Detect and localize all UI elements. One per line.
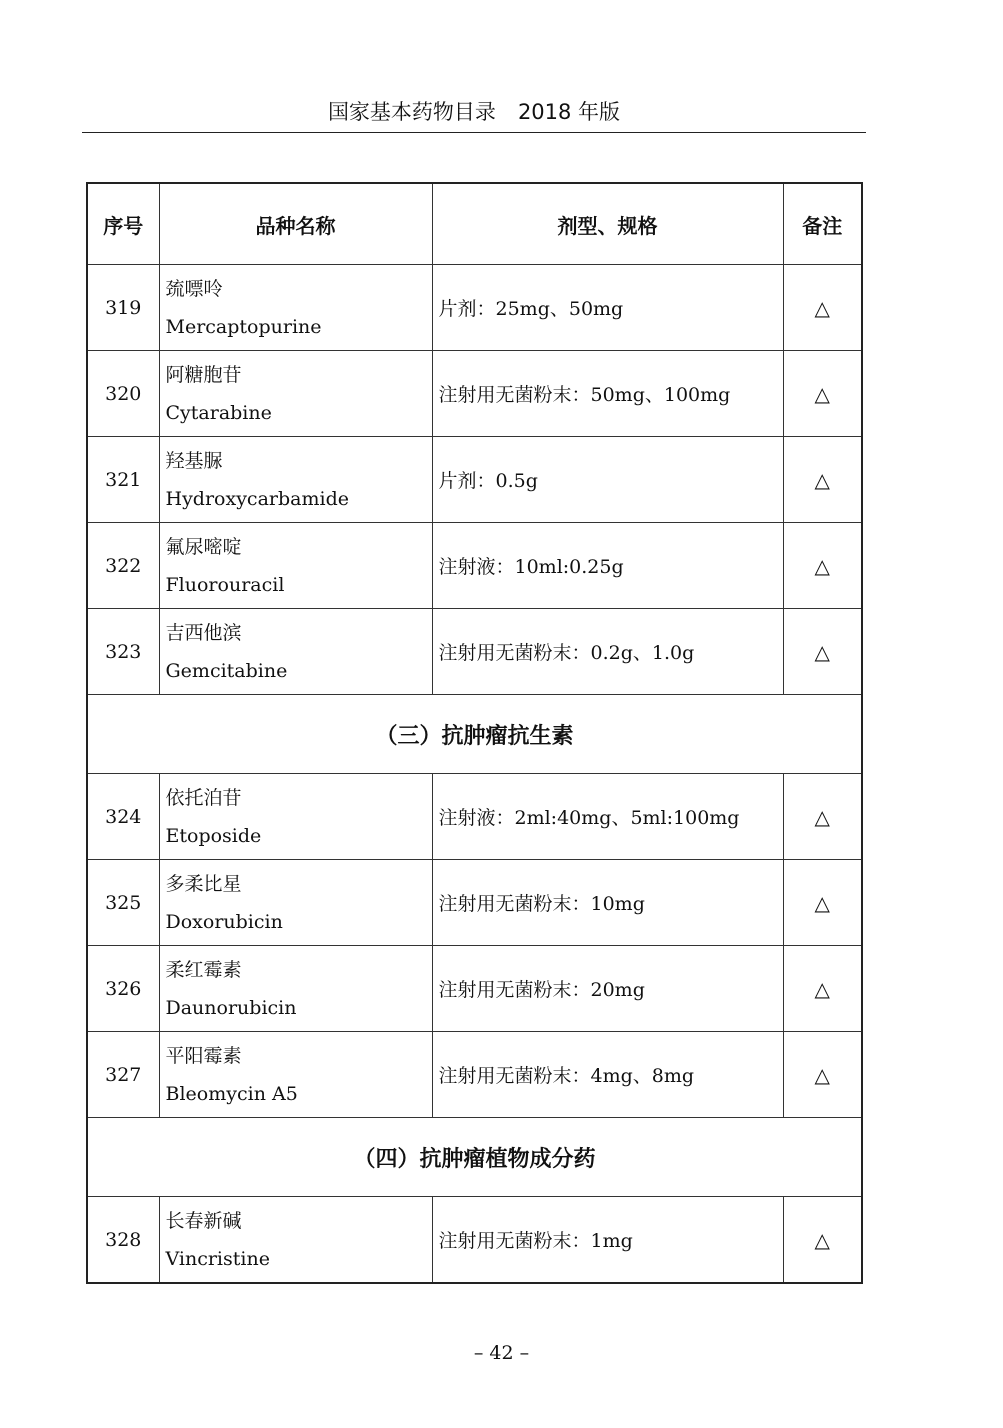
section-header-row [87,695,862,774]
drug-name-chinese: 氟尿嘧啶 [165,535,242,558]
drug-name-english: Mercaptopurine [165,315,322,338]
page-header [82,96,866,133]
row-number: 324 [87,774,159,860]
drug-name-english: Bleomycin A5 [165,1082,298,1105]
note-mark: △ [783,351,862,437]
dosage-spec: 片剂：25mg、50mg [432,265,783,351]
drug-name-english: Etoposide [165,824,262,847]
drug-name-chinese: 长春新碱 [165,1209,242,1232]
row-number: 328 [87,1197,159,1284]
note-mark: △ [783,265,862,351]
row-number: 325 [87,860,159,946]
drug-name-chinese: 多柔比星 [165,872,242,895]
drug-name-english: Gemcitabine [165,659,288,682]
note-mark: △ [783,523,862,609]
drug-name-cell [159,523,432,609]
table-row [87,860,862,946]
drug-name-chinese: 吉西他滨 [165,621,242,644]
drug-name-english: Hydroxycarbamide [165,487,349,510]
row-number: 327 [87,1032,159,1118]
drug-table [86,182,863,1284]
dosage-spec: 注射液：10ml:0.25g [432,523,783,609]
dosage-spec: 注射液：2ml:40mg、5ml:100mg [432,774,783,860]
note-mark: △ [783,437,862,523]
dosage-spec: 注射用无菌粉末：4mg、8mg [432,1032,783,1118]
page-number: – 42 – [473,1342,530,1364]
table-row [87,265,862,351]
table-row [87,437,862,523]
column-header-name: 品种名称 [159,183,432,265]
drug-name-cell [159,774,432,860]
table-row [87,1197,862,1284]
table-body [87,265,862,1284]
column-header-spec: 剂型、规格 [432,183,783,265]
row-number: 326 [87,946,159,1032]
drug-name-chinese: 巯嘌呤 [165,277,223,300]
note-mark: △ [783,609,862,695]
section-title: （三）抗肿瘤抗生素 [87,695,862,774]
header-edition: 2018 年版 [517,100,621,124]
drug-name-cell [159,351,432,437]
section-header-row [87,1118,862,1197]
drug-name-english: Vincristine [165,1247,270,1270]
dosage-spec: 注射用无菌粉末：0.2g、1.0g [432,609,783,695]
drug-name-chinese: 依托泊苷 [165,786,242,809]
table-row [87,1032,862,1118]
drug-name-english: Fluorouracil [165,573,285,596]
table-header-row [87,183,862,265]
note-mark: △ [783,860,862,946]
table-row [87,523,862,609]
row-number: 323 [87,609,159,695]
column-header-number: 序号 [87,183,159,265]
drug-name-english: Cytarabine [165,401,272,424]
dosage-spec: 片剂：0.5g [432,437,783,523]
dosage-spec: 注射用无菌粉末：10mg [432,860,783,946]
table-row [87,351,862,437]
drug-name-english: Doxorubicin [165,910,283,933]
drug-name-english: Daunorubicin [165,996,297,1019]
drug-name-cell [159,1197,432,1284]
drug-name-cell [159,1032,432,1118]
header-title: 国家基本药物目录 [327,100,496,124]
note-mark: △ [783,946,862,1032]
note-mark: △ [783,774,862,860]
row-number: 320 [87,351,159,437]
drug-name-cell [159,946,432,1032]
drug-name-cell [159,609,432,695]
drug-name-cell [159,265,432,351]
section-title: （四）抗肿瘤植物成分药 [87,1118,862,1197]
drug-name-cell [159,437,432,523]
note-mark: △ [783,1197,862,1284]
row-number: 321 [87,437,159,523]
drug-name-chinese: 柔红霉素 [165,958,242,981]
row-number: 319 [87,265,159,351]
table-row [87,946,862,1032]
drug-name-cell [159,860,432,946]
dosage-spec: 注射用无菌粉末：20mg [432,946,783,1032]
dosage-spec: 注射用无菌粉末：50mg、100mg [432,351,783,437]
table-row [87,774,862,860]
row-number: 322 [87,523,159,609]
drug-name-chinese: 阿糖胞苷 [165,363,242,386]
table-row [87,609,862,695]
dosage-spec: 注射用无菌粉末：1mg [432,1197,783,1284]
drug-name-chinese: 羟基脲 [165,449,223,472]
drug-name-chinese: 平阳霉素 [165,1044,242,1067]
column-header-note: 备注 [783,183,862,265]
note-mark: △ [783,1032,862,1118]
